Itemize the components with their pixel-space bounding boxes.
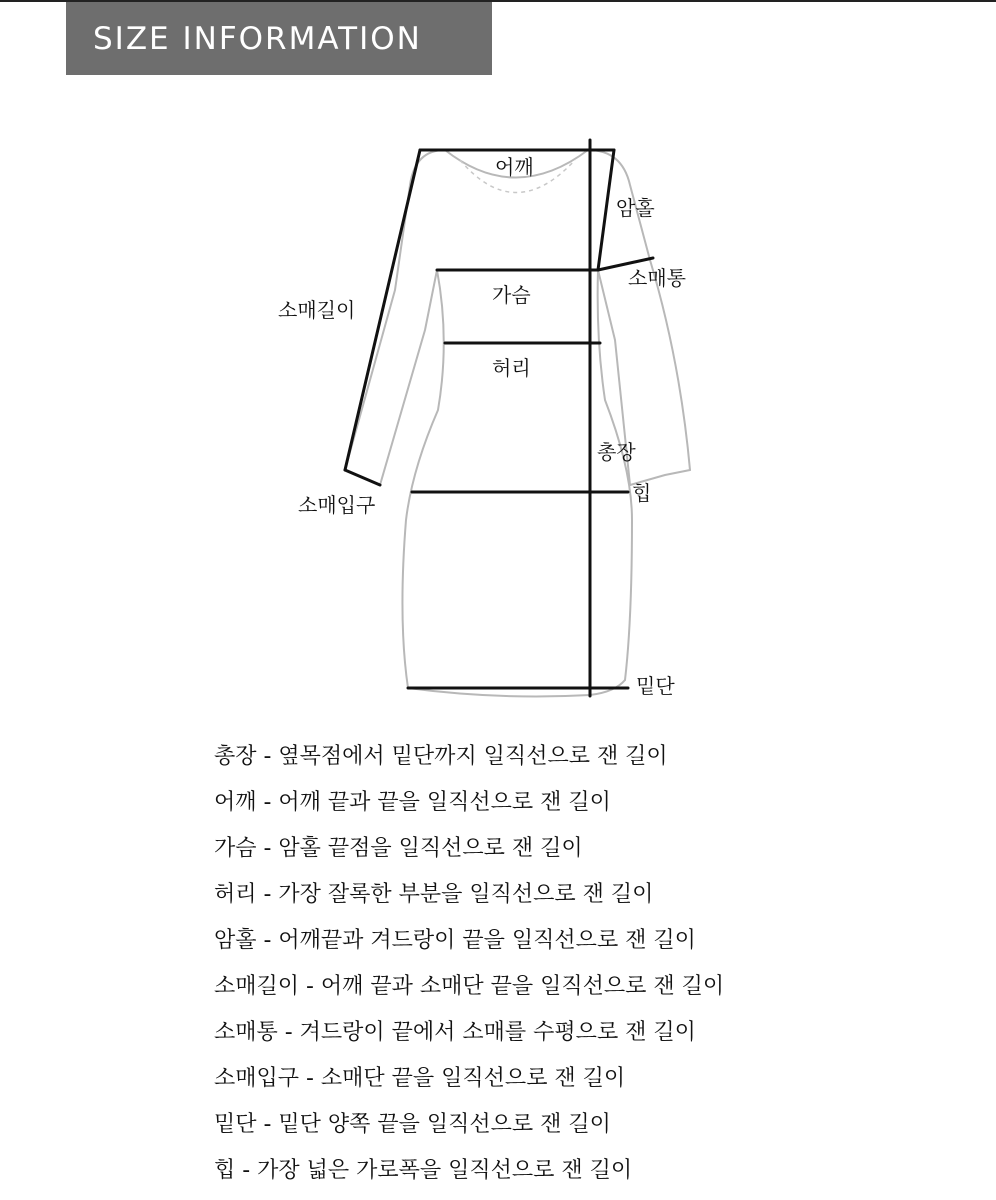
label-hip: 힙 — [632, 481, 652, 505]
description-armhole: 암홀 - 어깨끝과 겨드랑이 끝을 일직선으로 잰 길이 — [214, 928, 696, 953]
description-shoulder: 어깨 - 어깨 끝과 끝을 일직선으로 잰 길이 — [214, 790, 611, 815]
cuff-line — [345, 470, 380, 485]
measurement-lines — [345, 140, 653, 696]
measurement-descriptions — [214, 740, 724, 1200]
label-sleeve-width: 소매통 — [628, 266, 686, 290]
label-armhole: 암홀 — [616, 196, 655, 220]
description-sleeve-length: 소매길이 - 어깨 끝과 소매단 끝을 일직선으로 잰 길이 — [214, 974, 725, 999]
label-total-length: 총장 — [597, 440, 636, 464]
description-total-length: 총장 - 옆목점에서 밑단까지 일직선으로 잰 길이 — [214, 744, 668, 769]
sleeve-length-line — [345, 150, 420, 470]
dress-outline — [345, 150, 690, 696]
description-waist: 허리 - 가장 잘록한 부분을 일직선으로 잰 길이 — [214, 882, 654, 907]
label-waist: 허리 — [492, 356, 531, 380]
section-title: SIZE INFORMATION — [93, 20, 422, 57]
armhole-line — [598, 150, 614, 270]
description-chest: 가슴 - 암홀 끝점을 일직선으로 잰 길이 — [214, 836, 583, 861]
description-sleeve-width: 소매통 - 겨드랑이 끝에서 소매를 수평으로 잰 길이 — [214, 1020, 696, 1045]
description-hem: 밑단 - 밑단 양쪽 끝을 일직선으로 잰 길이 — [214, 1112, 611, 1137]
label-shoulder: 어깨 — [495, 155, 534, 179]
label-hem: 밑단 — [636, 674, 675, 698]
label-cuff: 소매입구 — [298, 493, 376, 517]
label-chest: 가슴 — [492, 283, 531, 307]
label-sleeve-length: 소매길이 — [278, 298, 356, 322]
description-hip: 힙 - 가장 넓은 가로폭을 일직선으로 잰 길이 — [214, 1158, 633, 1183]
description-cuff: 소매입구 - 소매단 끝을 일직선으로 잰 길이 — [214, 1066, 626, 1091]
